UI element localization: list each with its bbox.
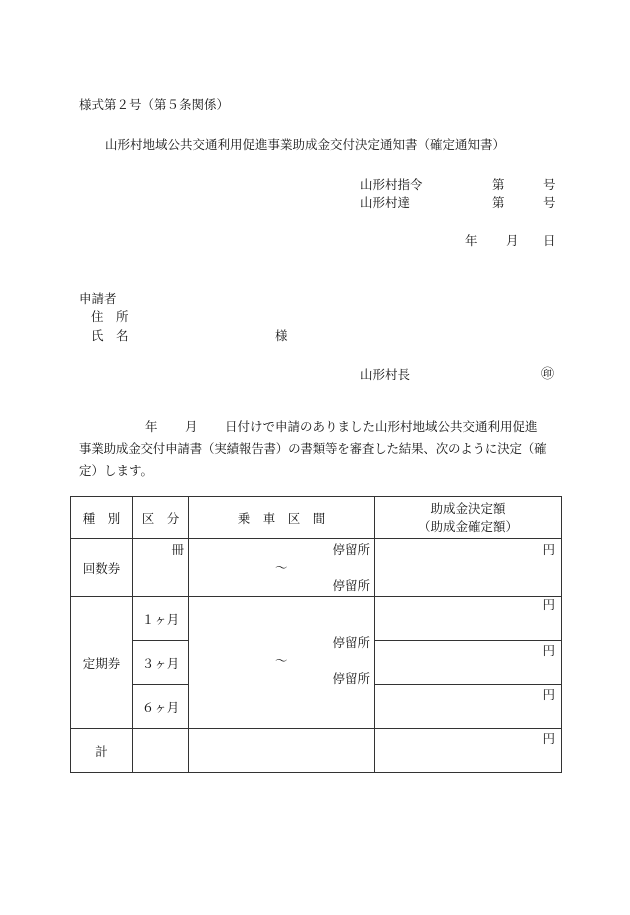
row-total-yen: 円 xyxy=(542,731,555,746)
row-pass-tilde: 〜 xyxy=(275,653,288,668)
body-line1: 日付けで申請のありました山形村地域公共交通利用促進 xyxy=(225,419,538,434)
date-year: 年 xyxy=(465,233,478,248)
row-pass-6m: ６ヶ月 xyxy=(133,685,189,729)
row-coupon-tilde: 〜 xyxy=(275,560,288,575)
row-coupon-section xyxy=(189,539,375,597)
header-type: 種 別 xyxy=(71,497,133,539)
header-division: 区 分 xyxy=(133,497,189,539)
body-year: 年 xyxy=(145,419,158,434)
honorific: 様 xyxy=(275,328,288,343)
issuer-ref-2-dai: 第 xyxy=(492,195,505,210)
row-coupon-unit: 冊 xyxy=(171,542,184,557)
date-day: 日 xyxy=(543,233,556,248)
row-pass-3m-amount xyxy=(375,641,562,685)
row-pass-6m-amount xyxy=(375,685,562,729)
body-line2: 事業助成金交付申請書（実績報告書）の書類等を審査した結果、次のように決定（確 xyxy=(79,441,547,456)
row-total-section xyxy=(189,729,375,773)
row-coupon-type: 回数券 xyxy=(71,539,133,597)
form-number: 様式第２号（第５条関係） xyxy=(79,97,230,112)
issuer-ref-1-dai: 第 xyxy=(492,177,505,192)
row-total-division xyxy=(133,729,189,773)
row-pass-stop-bottom: 停留所 xyxy=(332,671,370,686)
row-pass-stop-top: 停留所 xyxy=(332,635,370,650)
address-label: 住 所 xyxy=(91,309,129,324)
row-pass-3m-yen: 円 xyxy=(542,643,555,658)
applicant-heading: 申請者 xyxy=(79,291,117,306)
name-label: 氏 名 xyxy=(91,328,129,343)
issuer-ref-1-label: 山形村指令 xyxy=(360,177,423,192)
issuer-ref-2-go: 号 xyxy=(543,195,556,210)
row-pass-6m-yen: 円 xyxy=(542,687,555,702)
row-coupon-unit-cell xyxy=(133,539,189,597)
header-section: 乗 車 区 間 xyxy=(189,497,375,539)
row-pass-1m-yen: 円 xyxy=(542,597,555,612)
subsidy-table xyxy=(70,496,562,773)
body-month: 月 xyxy=(185,419,198,434)
row-pass-1m-amount xyxy=(375,597,562,641)
row-pass-3m: ３ヶ月 xyxy=(133,641,189,685)
header-amount-line2: （助成金確定額） xyxy=(417,518,518,534)
row-pass-type: 定期券 xyxy=(71,597,133,729)
header-amount xyxy=(375,497,562,539)
row-coupon-stop-top: 停留所 xyxy=(332,542,370,557)
seal-mark: ㊞ xyxy=(541,367,555,382)
row-pass-1m: １ヶ月 xyxy=(133,597,189,641)
date-month: 月 xyxy=(506,233,519,248)
row-coupon-amount xyxy=(375,539,562,597)
issuer-ref-2-label: 山形村達 xyxy=(360,195,411,210)
mayor-label: 山形村長 xyxy=(360,367,411,382)
document-title: 山形村地域公共交通利用促進事業助成金交付決定通知書（確定通知書） xyxy=(105,137,506,152)
body-line3: 定）します。 xyxy=(79,463,154,478)
row-total-amount xyxy=(375,729,562,773)
header-amount-line1: 助成金決定額 xyxy=(430,500,506,516)
row-pass-section xyxy=(189,597,375,729)
row-coupon-yen: 円 xyxy=(542,542,555,557)
issuer-ref-1-go: 号 xyxy=(543,177,556,192)
row-coupon-stop-bottom: 停留所 xyxy=(332,578,370,593)
row-total-type: 計 xyxy=(71,729,133,773)
